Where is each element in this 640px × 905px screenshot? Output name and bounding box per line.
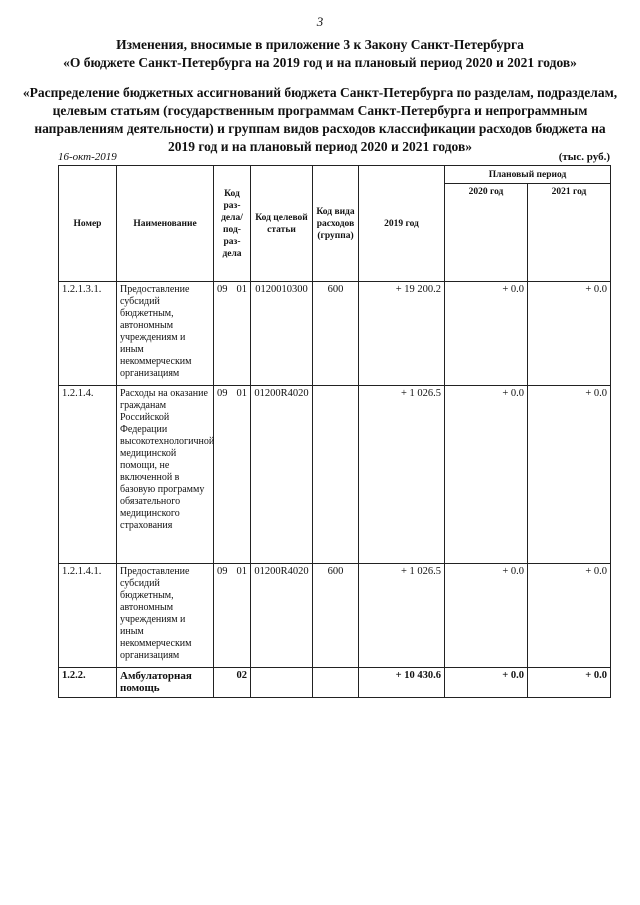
row-name: Амбулаторная помощь — [117, 668, 214, 698]
row-expense-type — [313, 668, 359, 698]
row-number: 1.2.1.4. — [59, 386, 117, 564]
row-section-code: 09 01 — [214, 386, 251, 564]
row-expense-type: 600 — [313, 564, 359, 668]
row-expense-type — [313, 386, 359, 564]
table-row — [59, 386, 611, 564]
row-value-2020: + 0.0 — [445, 564, 528, 668]
row-target-code — [251, 668, 313, 698]
table-row — [59, 282, 611, 386]
row-target-code: 01200R4020 — [251, 564, 313, 668]
row-value-2019: + 1 026.5 — [359, 564, 445, 668]
header-expense-type: Код вида расходов (группа) — [313, 166, 359, 282]
row-section-code: 02 — [214, 668, 251, 698]
row-section-code: 09 01 — [214, 564, 251, 668]
header-line-2: «О бюджете Санкт-Петербурга на 2019 год и на плановый период 2020 и 2021 годов» — [63, 55, 577, 70]
units-label: (тыс. руб.) — [558, 151, 610, 163]
table-meta — [58, 151, 610, 165]
document-date: 16-окт-2019 — [58, 151, 117, 163]
row-value-2020: + 0.0 — [445, 282, 528, 386]
header-line-1: Изменения, вносимые в приложение 3 к Закону Санкт-Петербурга — [116, 37, 524, 52]
header-2021: 2021 год — [528, 184, 611, 282]
row-value-2019: + 10 430.6 — [359, 668, 445, 698]
row-section-code: 09 01 — [214, 282, 251, 386]
row-target-code: 0120010300 — [251, 282, 313, 386]
table-row — [59, 668, 611, 698]
row-target-code: 01200R4020 — [251, 386, 313, 564]
row-number: 1.2.1.3.1. — [59, 282, 117, 386]
row-value-2021: + 0.0 — [528, 564, 611, 668]
page-number: 3 — [316, 14, 324, 29]
header-name: Наименование — [117, 166, 214, 282]
row-value-2021: + 0.0 — [528, 668, 611, 698]
header-2020: 2020 год — [445, 184, 528, 282]
row-value-2020: + 0.0 — [445, 386, 528, 564]
header-target-code: Код целевой статьи — [251, 166, 313, 282]
header-planned-period: Плановый период — [445, 166, 611, 184]
table-row — [59, 564, 611, 668]
header-number: Номер — [59, 166, 117, 282]
row-value-2021: + 0.0 — [528, 386, 611, 564]
budget-table — [58, 165, 611, 698]
row-expense-type: 600 — [313, 282, 359, 386]
row-number: 1.2.1.4.1. — [59, 564, 117, 668]
row-value-2021: + 0.0 — [528, 282, 611, 386]
header-section-code: Код раз-дела/ под-раз-дела — [214, 166, 251, 282]
row-name: Предоставление субсидий бюджетным, автономным учреждениям и иным некоммерческим организациям — [117, 282, 214, 386]
row-value-2019: + 19 200.2 — [359, 282, 445, 386]
row-value-2020: + 0.0 — [445, 668, 528, 698]
row-name: Расходы на оказание гражданам Российской Федерации высокотехнологичной медицинской помощи, не включенной в базовую программу обязательного медицинского страхования — [117, 386, 214, 564]
row-number: 1.2.2. — [59, 668, 117, 698]
row-name: Предоставление субсидий бюджетным, автономным учреждениям и иным некоммерческим организациям — [117, 564, 214, 668]
appendix-title: «Распределение бюджетных ассигнований бюджета Санкт-Петербурга по разделам, подразделам, целевым статьям (государственным программам Санкт-Петербурга и непрограммным направлениям деятельности) и группам видов расходов классификации расходов бюджета на 2019 год и на плановый период 2020 и 2021 годов» — [22, 85, 618, 154]
row-value-2019: + 1 026.5 — [359, 386, 445, 564]
header-2019: 2019 год — [359, 166, 445, 282]
document-header — [20, 36, 620, 72]
